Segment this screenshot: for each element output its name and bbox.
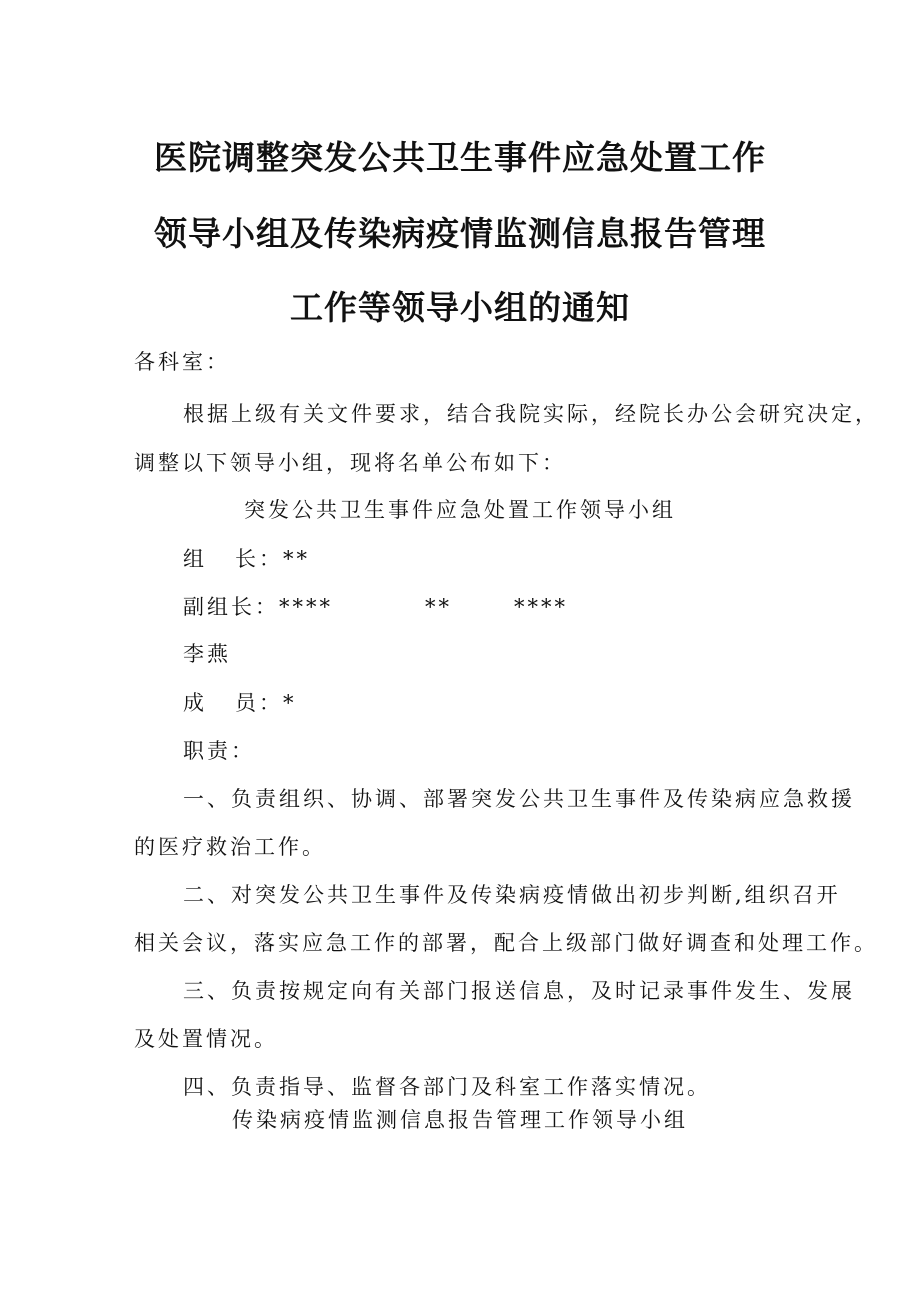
deputy-label: 副组长：	[183, 595, 279, 619]
group1-leader-row	[183, 543, 310, 573]
member-label-part1: 成	[183, 691, 207, 715]
group1-member-row	[183, 687, 297, 717]
duty3-line-1: 三、负责按规定向有关部门报送信息，及时记录事件发生、发展	[183, 979, 855, 1003]
leader-label-part1: 组	[183, 547, 207, 571]
title-line-3: 工作等领导小组的通知	[290, 288, 630, 327]
title-line-1: 医院调整突发公共卫生事件应急处置工作	[154, 138, 766, 177]
group1-heading: 突发公共卫生事件应急处置工作领导小组	[244, 498, 676, 522]
duty1-line-2: 的医疗救治工作。	[134, 835, 326, 859]
duty-label: 职责：	[183, 739, 255, 763]
member-value: *	[283, 691, 297, 715]
salutation: 各科室：	[134, 350, 230, 374]
intro-line-1: 根据上级有关文件要求，结合我院实际，经院长办公会研究决定，	[183, 402, 879, 426]
intro-line-2: 调整以下领导小组，现将名单公布如下：	[134, 451, 566, 475]
member-label-part2: 员：	[235, 691, 283, 715]
leader-label-part2: 长：	[235, 547, 283, 571]
leader-value: **	[283, 547, 310, 571]
deputy-name-3: ****	[514, 595, 568, 619]
duty4-line: 四、负责指导、监督各部门及科室工作落实情况。	[183, 1075, 711, 1099]
duty3-line-2: 及处置情况。	[134, 1027, 278, 1051]
deputy-name-4: 李燕	[183, 642, 231, 666]
duty1-line-1: 一、负责组织、协调、部署突发公共卫生事件及传染病应急救援	[183, 787, 855, 811]
group2-heading: 传染病疫情监测信息报告管理工作领导小组	[232, 1108, 688, 1132]
title-line-2: 领导小组及传染病疫情监测信息报告管理	[154, 214, 766, 253]
group1-deputy-row	[183, 591, 568, 621]
duty2-line-1: 二、对突发公共卫生事件及传染病疫情做出初步判断,组织召开	[183, 883, 841, 907]
duty2-line-2: 相关会议，落实应急工作的部署，配合上级部门做好调查和处理工作。	[134, 931, 878, 955]
deputy-name-2: **	[425, 595, 452, 619]
deputy-name-1: ****	[279, 595, 333, 619]
